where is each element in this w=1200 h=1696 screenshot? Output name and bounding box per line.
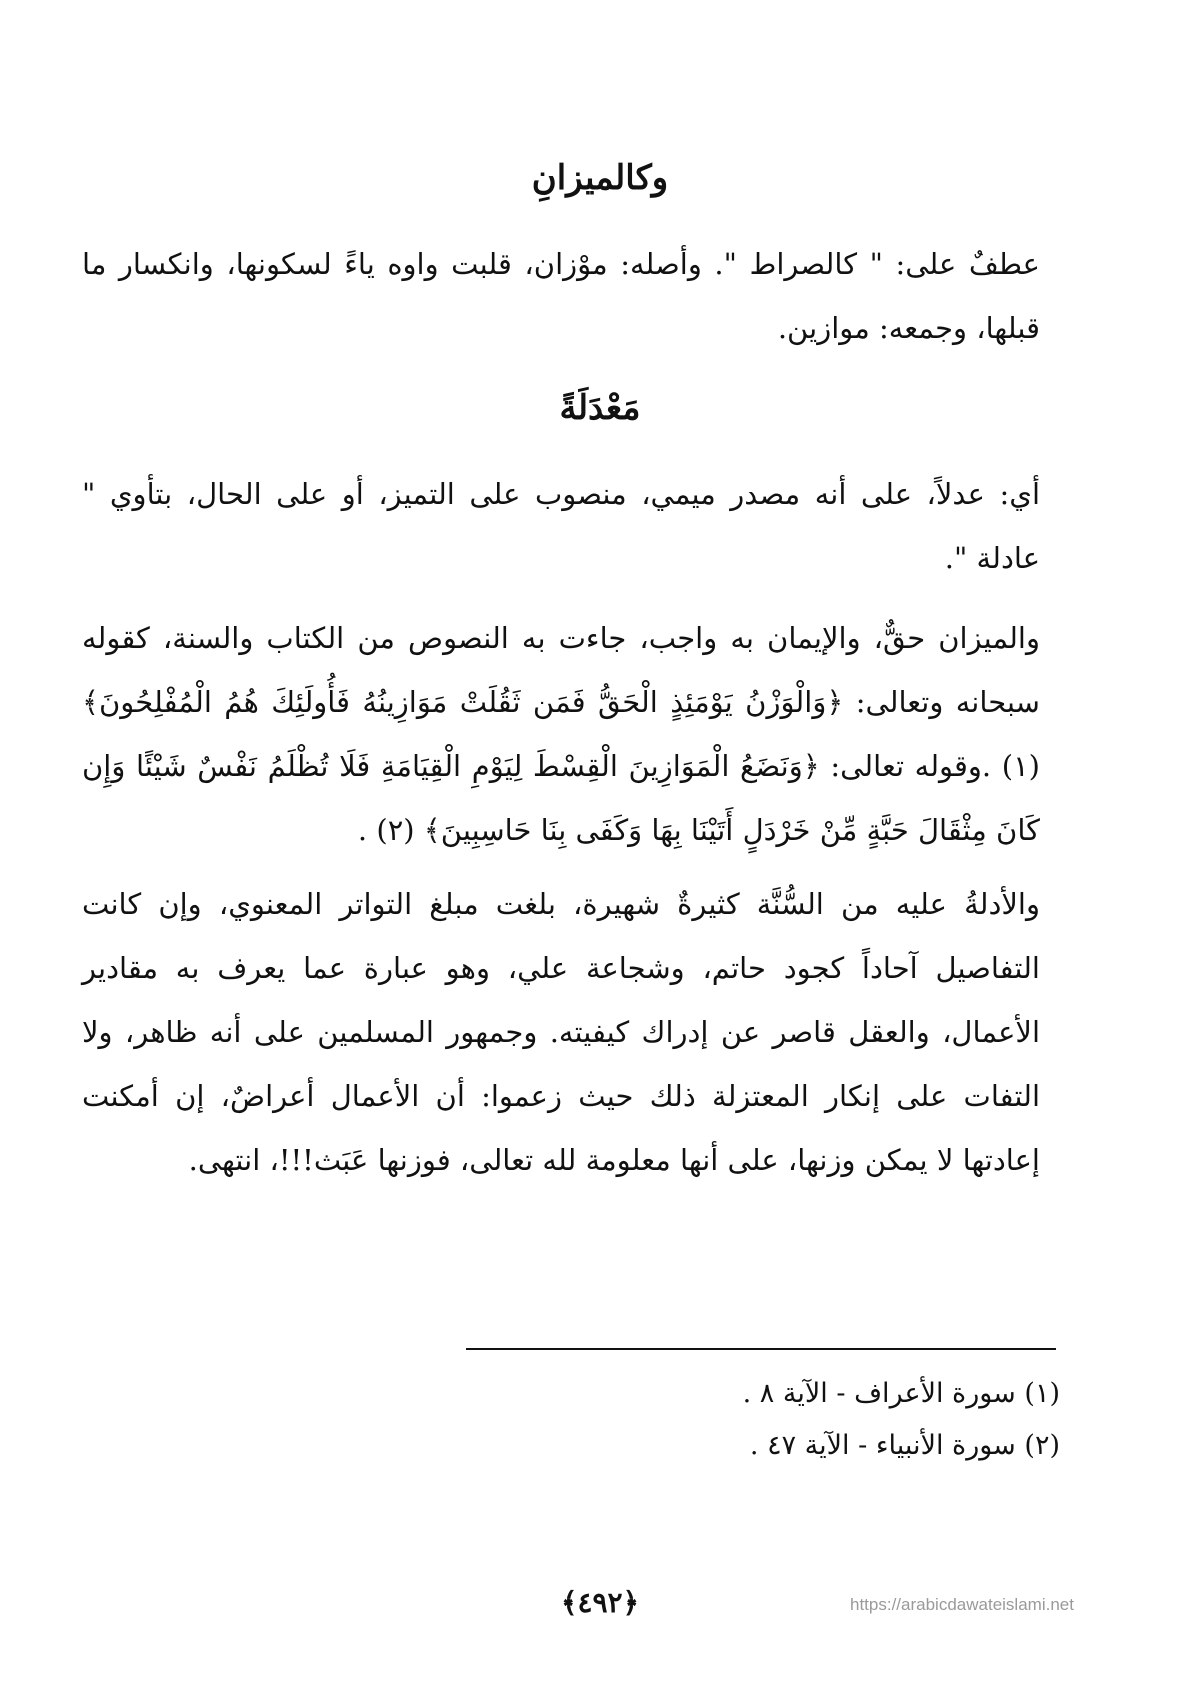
page-number: ﴿٤٩٢﴾ [561, 1586, 639, 1619]
paragraph-mizan-explanation: عطفٌ على: " كالصراط ". وأصله: موْزان، قلبت واوه ياءً لسكونها، وانكسار ما قبلها، وجمعه: موازين. [82, 247, 1040, 345]
footnote-2: (٢) سورة الأنبياء - الآية ٤٧ . [749, 1430, 1060, 1461]
paragraph-mizan-evidence-quran: والميزان حقٌّ، والإيمان به واجب، جاءت به النصوص من الكتاب والسنة، كقوله سبحانه وتعالى: ﴿وَالْوَزْنُ يَوْمَئِذٍ الْحَقُّ فَمَن ثَقُلَتْ مَوَازِينُهُ فَأُولَئِكَ هُمُ الْمُفْلِحُونَ﴾ (١) .وقوله تعالى: ﴿وَنَضَعُ الْمَوَازِينَ الْقِسْطَ لِيَوْمِ الْقِيَامَةِ فَلَا تُظْلَمُ نَفْسٌ شَيْئًا وَإِن كَانَ مِثْقَالَ حَبَّةٍ مِّنْ خَرْدَلٍ أَتَيْنَا بِهَا وَكَفَى بِنَا حَاسِبِينَ﴾ (٢) . [82, 621, 1040, 847]
footnote-divider [466, 1348, 1056, 1350]
section-heading-madalah: مَعْدَلَةً [559, 388, 641, 428]
watermark-url: https://arabicdawateislami.net [850, 1595, 1074, 1614]
section-heading-mizan: وكالميزانِ [531, 158, 669, 198]
paragraph-mizan-evidence-sunnah: والأدلةُ عليه من السُّنَّة كثيرةٌ شهيرة، بلغت مبلغ التواتر المعنوي، وإن كانت التفاصيل آحاداً كجود حاتم، وشجاعة علي، وهو عبارة عما يعرف به مقادير الأعمال، والعقل قاصر عن إدراك كيفيته. وجمهور المسلمين على أنه ظاهر، ولا التفات على إنكار المعتزلة ذلك حيث زعموا: أن الأعمال أعراضٌ، إن أمكنت إعادتها لا يمكن وزنها، على أنها معلومة لله تعالى، فوزنها عَبَث!!!، انتهى. [82, 887, 1040, 1177]
footnote-1: (١) سورة الأعراف - الآية ٨ . [742, 1378, 1060, 1409]
paragraph-madalah-explanation: أي: عدلاً، على أنه مصدر ميمي، منصوب على التميز، أو على الحال، بتأوي " عادلة ". [82, 477, 1040, 575]
